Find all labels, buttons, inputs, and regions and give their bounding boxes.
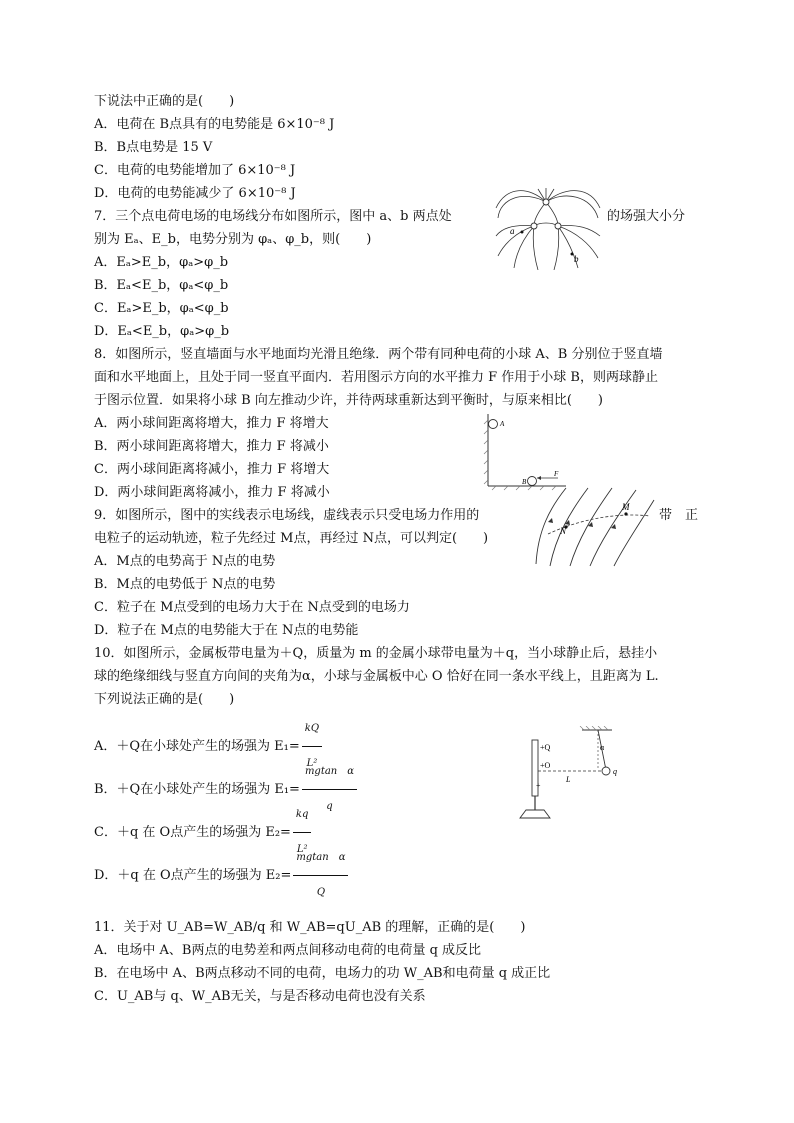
q10-option-b-text: B．＋Q在小球处产生的场强为 E₁=	[94, 782, 300, 797]
q9-stem-right: 带 正	[659, 508, 699, 523]
q6-option-a: A．电荷在 B点具有的电势能是 6×10⁻⁸ J	[94, 117, 335, 132]
fraction-denominator: L²	[306, 758, 318, 769]
q7-stem-line2: 别为 Eₐ、E_b，电势分别为 φₐ、φ_b，则( )	[94, 232, 372, 247]
q7-field-lines-figure	[494, 188, 602, 270]
ball-b-icon	[528, 477, 537, 486]
left-charge-icon	[531, 223, 537, 229]
q8-stem-line2: 面和水平地面上，且处于同一竖直平面内．若用图示方向的水平推力 F 作用于小球 B，则两球静止	[94, 370, 658, 385]
fraction-numerator: kq	[293, 798, 311, 833]
fraction-denominator: q	[326, 801, 333, 812]
q6-option-c: C．电荷的电势能增加了 6×10⁻⁸ J	[94, 163, 296, 178]
q9-option-c: C．粒子在 M点受到的电场力大于在 N点受到的电场力	[94, 600, 410, 615]
q10-option-d-fraction	[293, 841, 348, 910]
q9-option-a: A．M点的电势高于 N点的电势	[94, 554, 276, 569]
label-N: N	[560, 526, 567, 536]
label-q: q	[613, 767, 617, 776]
q8-option-c: C．两小球间距离将减小，推力 F 将增大	[94, 462, 330, 477]
q11-option-b: B．在电场中 A、B两点移动不同的电荷，电场力的功 W_AB和电荷量 q 成正比	[94, 966, 551, 981]
fraction-denominator: Q	[316, 887, 326, 898]
q11-stem: 11．关于对 U_AB=W_AB/q 和 W_AB=qU_AB 的理解，正确的是( )	[94, 920, 526, 935]
stand-base-icon	[520, 810, 550, 818]
q8-option-a: A．两小球间距离将增大，推力 F 将增大	[94, 416, 329, 431]
q10-option-d	[94, 841, 348, 910]
q7-stem-right: 的场强大小分	[607, 209, 686, 224]
label-b: b	[574, 254, 579, 264]
small-ball-icon	[602, 767, 610, 775]
ball-a-icon	[489, 420, 498, 429]
right-charge-icon	[555, 223, 561, 229]
fraction-numerator: kQ	[302, 712, 322, 747]
q10-stem-line2: 球的绝缘细线与竖直方向间的夹角为α，小球与金属板中心 O 恰好在同一条水平线上，且距离为 L.	[94, 669, 659, 684]
q8-stem-line3: 于图示位置．如果将小球 B 向左推动少许，并待两球重新达到平衡时，与原来相比( )	[94, 393, 603, 408]
q9-stem-line2: 电粒子的运动轨迹，粒子先经过 M点，再经过 N点，可以判定( )	[94, 531, 489, 546]
q11-option-c: C．U_AB与 q、W_AB无关，与是否移动电荷也没有关系	[94, 989, 426, 1004]
q6-option-b: B．B点电势是 15 V	[94, 140, 213, 155]
top-charge-icon	[543, 199, 549, 205]
fraction-numerator: mgtan α	[302, 755, 357, 790]
fraction-numerator: mgtan α	[293, 841, 348, 876]
q9-option-d: D．粒子在 M点的电势能大于在 N点的电势能	[94, 623, 359, 638]
label-M: M	[622, 502, 630, 512]
q10-stem-line1: 10．如图所示，金属板带电量为＋Q，质量为 m 的金属小球带电量为＋q，当小球静止后，悬挂小	[94, 646, 658, 661]
label-L: L	[566, 775, 571, 784]
q9-field-trajectory-figure	[528, 486, 656, 568]
label-A: A	[500, 420, 505, 428]
q7-option-b: B．Eₐ<E_b，φₐ<φ_b	[94, 278, 229, 293]
fraction-denominator: L²	[296, 844, 308, 855]
label-B: B	[522, 478, 527, 486]
q8-option-b: B．两小球间距离将增大，推力 F 将减小	[94, 439, 329, 454]
q8-wall-floor-figure	[480, 410, 570, 492]
label-O: +O	[540, 761, 551, 770]
q10-metal-plate-figure	[512, 726, 632, 822]
label-alpha: α	[600, 743, 605, 752]
q10-option-a-text: A．＋Q在小球处产生的场强为 E₁=	[94, 739, 300, 754]
q10-option-d-text: D．＋q 在 O点产生的场强为 E₂=	[94, 868, 292, 883]
label-Q: +Q	[540, 743, 551, 752]
q8-stem-line1: 8．如图所示，竖直墙面与水平地面均光滑且绝缘．两个带有同种电荷的小球 A、B 分别位于竖直墙	[94, 347, 663, 362]
q6-stem: 下说法中正确的是( )	[94, 94, 235, 109]
q6-option-d: D．电荷的电势能减少了 6×10⁻⁸ J	[94, 186, 296, 201]
label-F: F	[554, 470, 559, 478]
q8-option-d: D．两小球间距离将减小，推力 F 将减小	[94, 485, 330, 500]
q7-option-c: C．Eₐ>E_b，φₐ<φ_b	[94, 301, 229, 316]
q7-option-a: A．Eₐ>E_b，φₐ>φ_b	[94, 255, 229, 270]
label-plus: +	[536, 781, 541, 790]
q10-option-c-text: C．＋q 在 O点产生的场强为 E₂=	[94, 825, 291, 840]
q7-option-d: D．Eₐ<E_b，φₐ>φ_b	[94, 324, 230, 339]
q9-option-b: B．M点的电势低于 N点的电势	[94, 577, 276, 592]
q9-stem-left: 9．如图所示，图中的实线表示电场线，虚线表示只受电场力作用的	[94, 508, 480, 523]
q7-stem-left: 7．三个点电荷电场的电场线分布如图所示，图中 a、b 两点处	[94, 209, 452, 224]
q11-option-a: A．电场中 A、B两点的电势差和两点间移动电荷的电荷量 q 成反比	[94, 943, 482, 958]
q10-stem-line3: 下列说法正确的是( )	[94, 692, 235, 707]
label-a: a	[510, 226, 515, 236]
